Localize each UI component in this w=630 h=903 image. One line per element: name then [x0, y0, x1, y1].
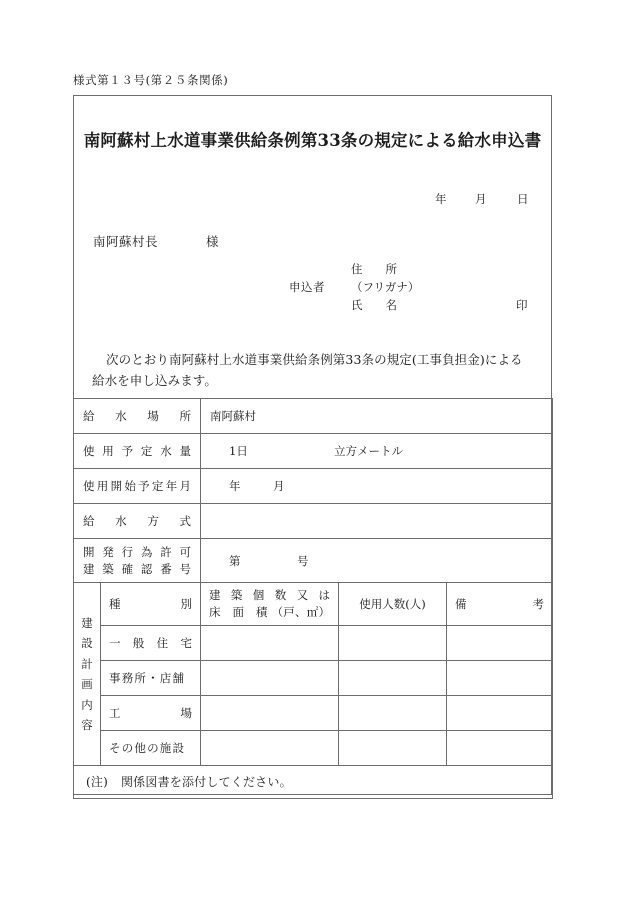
header-people: 使用人数(人): [339, 583, 447, 626]
applicant-furigana-row: [289, 278, 528, 296]
addressee-name: 南阿蘇村長: [93, 234, 159, 249]
addressee-honorific: 様: [206, 234, 220, 249]
table-row-category-office: [74, 661, 553, 696]
header-remarks-text: 備 考: [455, 596, 545, 611]
label-building-confirmation: 建築確認番号: [83, 561, 191, 576]
category-name-residential: 一般住宅: [101, 626, 201, 661]
form-frame: [73, 95, 552, 795]
header-units: [201, 583, 339, 626]
category-units-factory[interactable]: [201, 696, 339, 731]
plan-vlabel-char-2: 計: [81, 656, 93, 671]
start-year-label: 年: [229, 479, 241, 493]
permit-prefix-label: 第: [229, 553, 241, 568]
plan-vlabel-char-0: 建: [81, 615, 93, 630]
date-year-label: 年: [435, 192, 447, 206]
plan-vlabel-char-1: 設: [81, 636, 93, 650]
volume-per-day-label: 1日: [229, 444, 248, 458]
plan-vlabel-char-3: 画: [81, 677, 93, 691]
label-development-permit: 開発行為許可: [83, 544, 191, 559]
table-row-supply-method: [74, 504, 553, 539]
applicant-name-row: [289, 296, 528, 314]
date-month-label: 月: [475, 192, 487, 206]
body-paragraph: 次のとおり南阿蘇村上水道事業供給条例第33条の規定(工事負担金)による給水を申し込みます。: [92, 352, 523, 388]
table-row-start-date: [74, 469, 553, 504]
label-permit-number: [74, 539, 201, 583]
category-name-other: その他の施設: [101, 731, 201, 766]
plan-vlabel-char-5: 容: [81, 718, 93, 732]
note-tag: (注): [86, 775, 108, 789]
header-kind: [101, 583, 201, 626]
plan-vlabel-char-4: 内: [81, 697, 93, 712]
table-row-category-factory: [74, 696, 553, 731]
header-units-line1: 建築個数又は: [209, 588, 330, 602]
category-remarks-office[interactable]: [447, 661, 553, 696]
label-start-date: 使用開始予定年月: [74, 469, 201, 504]
value-supply-location[interactable]: 南阿蘇村: [201, 399, 553, 434]
header-remarks: [447, 583, 553, 626]
category-units-residential[interactable]: [201, 626, 339, 661]
footer-note: [74, 766, 553, 799]
value-permit-number[interactable]: [201, 539, 553, 583]
label-expected-volume: 使用予定水量: [74, 434, 201, 469]
form-title: 南阿蘇村上水道事業供給条例第33条の規定による給水申込書: [83, 131, 542, 150]
permit-suffix-label: 号: [297, 553, 309, 568]
value-supply-method[interactable]: [201, 504, 553, 539]
date-line: [435, 191, 529, 207]
applicant-block: [289, 260, 528, 314]
form-number: 様式第１３号(第２５条関係): [73, 73, 229, 87]
header-units-floor-area: 床 面 積: [209, 605, 268, 619]
table-row-expected-volume: [74, 434, 553, 469]
table-row-permit-number: [74, 539, 553, 583]
applicant-furigana-label: （フリガナ）: [351, 280, 420, 294]
addressee: [93, 232, 219, 250]
value-expected-volume[interactable]: [201, 434, 553, 469]
note-text: 関係図書を添付してください。: [120, 775, 292, 789]
date-day-label: 日: [517, 192, 529, 206]
applicant-tag: 申込者: [289, 280, 325, 294]
plan-table-header-row: [74, 583, 553, 626]
applicant-name-label: 氏 名: [351, 298, 397, 312]
category-people-other[interactable]: [339, 731, 447, 766]
category-remarks-other[interactable]: [447, 731, 553, 766]
category-units-office[interactable]: [201, 661, 339, 696]
table-row-supply-location: [74, 399, 553, 434]
category-remarks-factory[interactable]: [447, 696, 553, 731]
application-details-table: [73, 398, 553, 799]
header-units-line2: [209, 604, 330, 621]
category-people-office[interactable]: [339, 661, 447, 696]
table-row-category-other: [74, 731, 553, 766]
applicant-address-label: 住 所: [351, 262, 397, 276]
header-units-bracket: （戸、㎡）: [271, 605, 330, 619]
category-people-factory[interactable]: [339, 696, 447, 731]
label-supply-method: 給水方式: [74, 504, 201, 539]
category-remarks-residential[interactable]: [447, 626, 553, 661]
seal-stamp-label: 印: [516, 298, 528, 312]
category-people-residential[interactable]: [339, 626, 447, 661]
category-name-office: 事務所・店舗: [101, 661, 201, 696]
label-supply-location: 給水場所: [74, 399, 201, 434]
category-name-factory: 工 場: [101, 696, 201, 731]
volume-unit-label: 立方メートル: [334, 444, 403, 458]
start-month-label: 月: [273, 479, 285, 493]
category-units-other[interactable]: [201, 731, 339, 766]
value-start-date[interactable]: [201, 469, 553, 504]
table-row-note: [74, 766, 553, 799]
header-kind-text: 種 別: [109, 596, 192, 611]
table-row-category-residential: [74, 626, 553, 661]
plan-vertical-label: [74, 583, 101, 766]
applicant-address-row: [289, 260, 528, 278]
